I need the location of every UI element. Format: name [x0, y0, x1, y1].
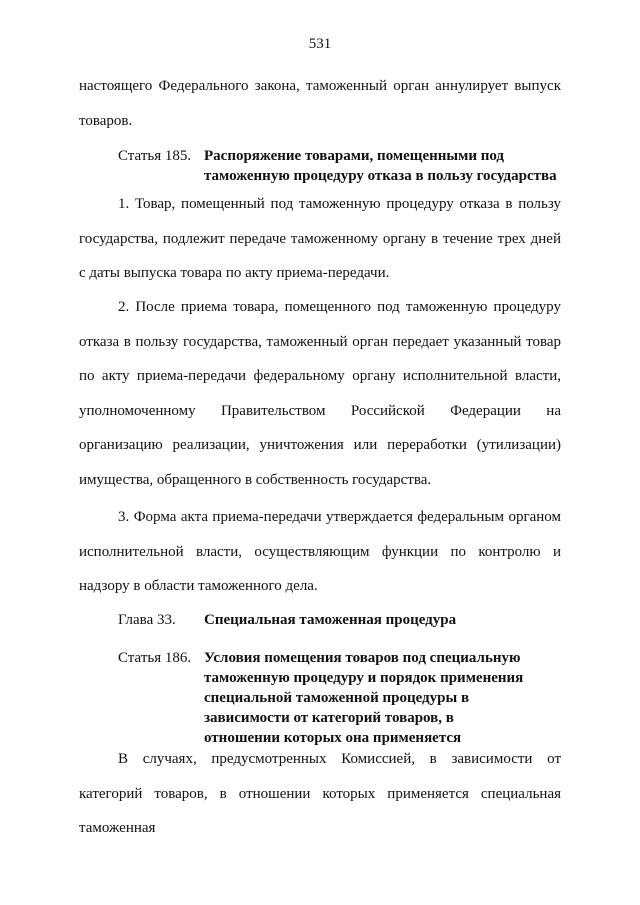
article-185-heading — [79, 146, 561, 186]
page-number: 531 — [308, 36, 332, 52]
chapter-33-label: Глава 33. — [118, 612, 176, 628]
paragraph-special-procedure: В случаях, предусмотренных Комиссией, в зависимости от категорий товаров, в отношении которых применяется специальная таможенная — [79, 751, 561, 836]
paragraph-item-2: 2. После приема товара, помещенного под таможенную процедуру отказа в пользу государства, таможенный орган передает указанный товар по акту приема-передачи федеральному органу исполнительной власти, уполномоченному Правительством Российской Федерации на организацию реализации, уничтожения или переработки (утилизации) имущества, обращенного в собственность государства. — [79, 299, 561, 488]
article-185-label: Статья 185. — [118, 148, 192, 164]
article-186-label: Статья 186. — [118, 650, 192, 666]
article-185-title: Распоряжение товарами, помещенными под таможенную процедуру отказа в пользу государства — [204, 148, 557, 184]
paragraph-item-3: 3. Форма акта приема-передачи утверждается федеральным органом исполнительной власти, осуществляющим функции по контролю и надзору в области таможенного дела. — [79, 509, 561, 594]
chapter-33-heading — [79, 610, 561, 630]
article-186-heading — [79, 648, 561, 748]
chapter-33-title: Специальная таможенная процедура — [204, 612, 457, 628]
paragraph-item-1: 1. Товар, помещенный под таможенную процедуру отказа в пользу государства, подлежит передаче таможенному органу в течение трех дней с даты выпуска товара по акту приема-передачи. — [79, 196, 561, 281]
article-186-title: Условия помещения товаров под специальную таможенную процедуру и порядок применения специальной таможенной процедуры в зависимости от категорий товаров, в отношении которых она применяется — [204, 650, 524, 746]
paragraph-continuation: настоящего Федерального закона, таможенный орган аннулирует выпуск товаров. — [79, 78, 561, 129]
